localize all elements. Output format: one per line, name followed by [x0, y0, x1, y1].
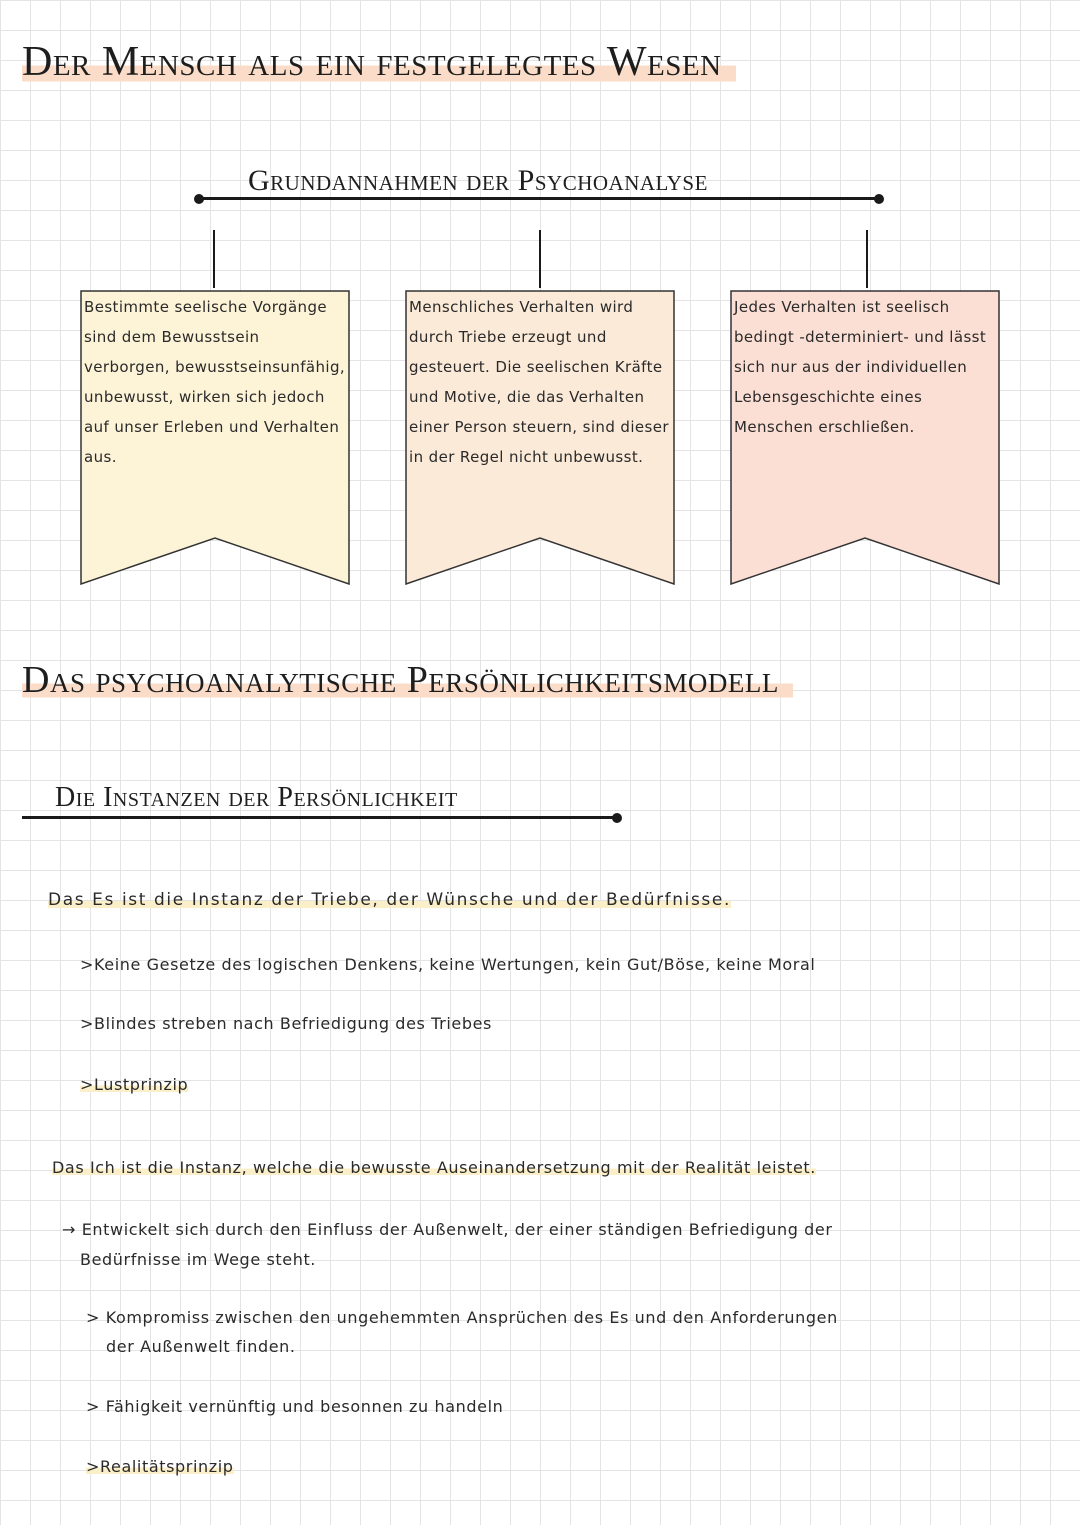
subheading-instanzen: Die Instanzen der Persönlichkeit — [55, 782, 458, 813]
ich-ability: > Fähigkeit vernünftig und besonnen zu handeln — [86, 1397, 504, 1416]
ich-compromise-line-1: > Kompromiss zwischen den ungehemmten Ansprüchen des Es und den Anforderungen — [86, 1308, 838, 1327]
connector-dot-right — [874, 194, 884, 204]
banner-text-1: Bestimmte seelische Vorgänge sind dem Bewusstsein verborgen, bewusstseinsunfähig, unbewusst, wirken sich jedoch auf unser Erleben und Verhalten aus. — [84, 298, 346, 466]
ich-compromise-line-2: der Außenwelt finden. — [106, 1337, 296, 1356]
banner-text-3: Jedes Verhalten ist seelisch bedingt -determiniert- und lässt sich nur aus der individuellen Lebensgeschichte eines Menschen erschließen. — [734, 298, 987, 436]
ich-intro: Das Ich ist die Instanz, welche die bewusste Auseinandersetzung mit der Realität leistet. — [52, 1158, 816, 1177]
connector-dot-left — [194, 194, 204, 204]
banner-box-3 — [730, 290, 1000, 585]
es-intro: Das Es ist die Instanz der Triebe, der Wünsche und der Bedürfnisse. — [48, 890, 731, 910]
section-heading-grundannahmen: Grundannahmen der Psychoanalyse — [248, 164, 708, 197]
banner-text-2: Menschliches Verhalten wird durch Triebe erzeugt und gesteuert. Die seelischen Kräfte und Motive, die das Verhalten einer Person steuern, sind dieser in der Regel nicht unbewusst. — [409, 298, 669, 466]
page-title: Der Mensch als ein festgelegtes Wesen — [22, 38, 736, 86]
ich-develop-line-2: Bedürfnisse im Wege steht. — [80, 1250, 316, 1269]
es-point-3: >Lustprinzip — [80, 1075, 189, 1094]
connector-drop-1 — [213, 230, 215, 288]
connector-horizontal — [200, 197, 878, 200]
es-point-2: >Blindes streben nach Befriedigung des Triebes — [80, 1014, 492, 1033]
connector-drop-3 — [866, 230, 868, 288]
banner-box-2 — [405, 290, 675, 585]
connector-drop-2 — [539, 230, 541, 288]
es-point-1: >Keine Gesetze des logischen Denkens, keine Wertungen, kein Gut/Böse, keine Moral — [80, 955, 816, 974]
ich-principle: >Realitätsprinzip — [86, 1457, 234, 1476]
section-heading-persoenlichkeitsmodell: Das psychoanalytische Persönlichkeitsmodell — [22, 658, 793, 702]
ich-develop-line-1: → Entwickelt sich durch den Einfluss der Außenwelt, der einer ständigen Befriedigung der — [62, 1220, 833, 1239]
banner-box-1 — [80, 290, 350, 585]
subheading-dot — [612, 813, 622, 823]
subheading-underline — [22, 816, 616, 819]
